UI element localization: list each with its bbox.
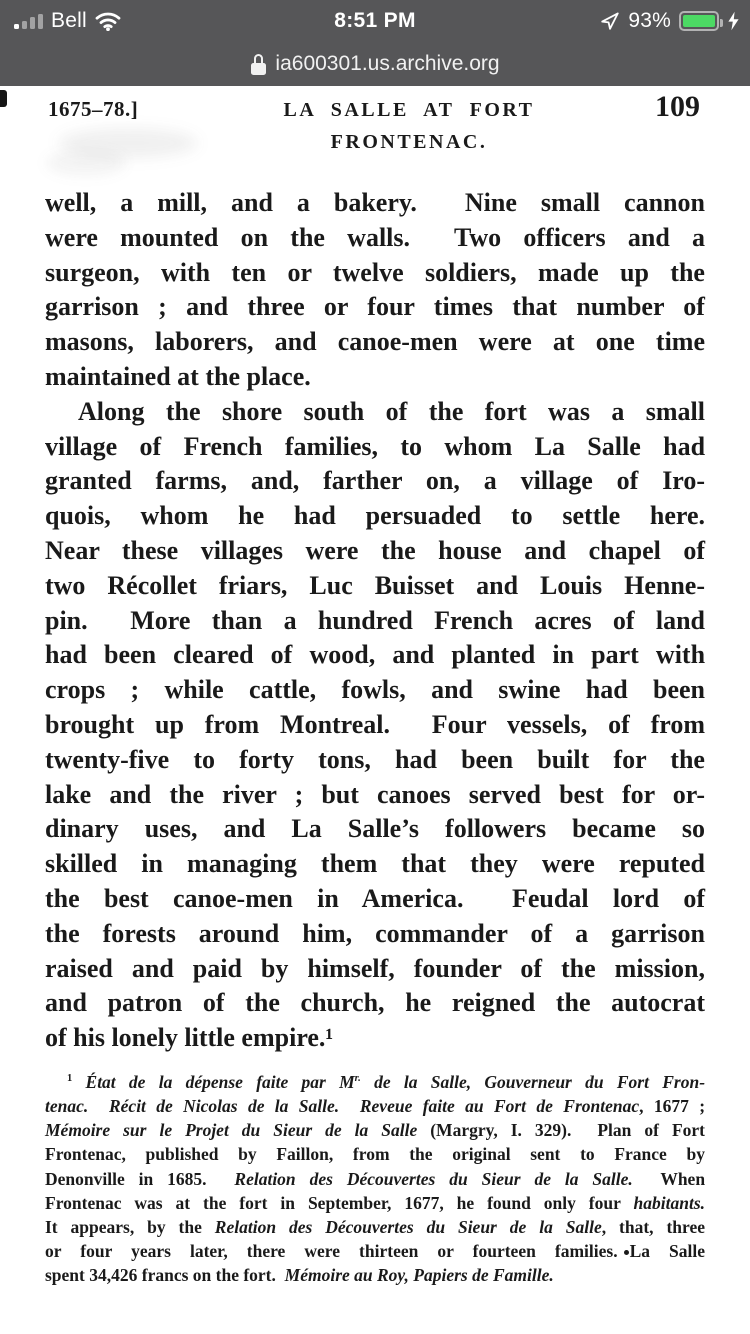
text-line: or four years later, there were thirteen or fourteen families. La Salle <box>45 1241 706 1262</box>
address-bar[interactable] <box>0 42 750 86</box>
location-arrow-icon <box>600 11 620 31</box>
footnote <box>45 1070 705 1288</box>
text-line: Denonville in 1685. Relation des Découvertes du Sieur de la Salle. When <box>45 1168 706 1189</box>
browser-top-chrome <box>0 0 750 86</box>
page-number: 109 <box>655 90 700 123</box>
text-line: and patron of the church, he reigned the autocrat <box>45 988 706 1018</box>
text-line: dinary uses, and La Salle’s followers became so <box>45 814 706 844</box>
text-line: twenty-five to forty tons, had been built for the <box>45 744 705 774</box>
text-line: skilled in managing them that they were reputed <box>45 849 706 879</box>
text-line: Near these villages were the house and chapel of <box>45 535 705 565</box>
status-bar <box>0 0 750 42</box>
text-line: masons, laborers, and canoe-men were at one time <box>45 327 706 357</box>
text-line: Frontenac was at the fort in September, 1677, he found only four habitants. <box>45 1192 706 1213</box>
text-line: were mounted on the walls. Two officers and a <box>45 222 706 252</box>
ink-blot-artifact <box>624 1250 629 1255</box>
scan-artifact-edge-mark <box>0 90 7 107</box>
text-line: maintained at the place. <box>45 361 311 391</box>
header-date-range: 1675–78.] <box>48 97 139 121</box>
body-text <box>45 186 705 1056</box>
text-line: raised and paid by himself, founder of the mission, <box>45 953 705 983</box>
text-line: $^1$ État de la dépense faite par $M^{r.}$ de la Salle, Gouverneur du Fort Fron- <box>67 1071 706 1092</box>
text-line: lake and the river ; but canoes served best for or- <box>45 779 706 809</box>
text-line: pin. More than a hundred French acres of land <box>45 605 706 635</box>
text-line: Along the shore south of the fort was a small <box>78 396 705 426</box>
text-line: the best canoe-men in America. Feudal lord of <box>45 883 706 913</box>
charging-bolt-icon <box>727 11 740 31</box>
text-line: It appears, by the Relation des Découvertes du Sieur de la Salle, that, three <box>45 1217 705 1238</box>
text-line: granted farms, and, farther on, a village of Iro- <box>45 466 706 496</box>
url-text: ia600301.us.archive.org <box>275 52 500 75</box>
scan-artifact-smudge <box>46 150 126 176</box>
carrier-label: Bell <box>51 9 87 32</box>
text-line: spent 34,426 francs on the fort. Mémoire au Roy, Papiers de Famille. <box>45 1265 554 1286</box>
clock: 8:51 PM <box>334 9 416 32</box>
text-line: two Récollet friars, Luc Buisset and Louis Henne- <box>45 570 705 600</box>
text-line: garrison ; and three or four times that number of <box>45 292 705 322</box>
text-line: brought up from Montreal. Four vessels, of from <box>45 709 705 739</box>
battery-icon <box>679 11 719 31</box>
text-line: well, a mill, and a bakery. Nine small cannon <box>45 188 705 217</box>
header-title: LA SALLE AT FORT FRONTENAC. <box>283 99 535 153</box>
text-line: surgeon, with ten or twelve soldiers, made up the <box>45 257 705 287</box>
lock-icon <box>250 54 266 75</box>
text-line: quois, whom he had persuaded to settle here. <box>45 501 705 531</box>
text-line: tenac. Récit de Nicolas de la Salle. Reveue faite au Fort de Frontenac, 1677 ; <box>45 1096 706 1117</box>
battery-fill <box>683 15 715 27</box>
scanned-book-page <box>0 86 750 1334</box>
status-bar-right <box>600 0 740 42</box>
text-line: had been cleared of wood, and planted in part with <box>45 640 706 670</box>
text-line: of his lonely little empire.¹ <box>45 1023 334 1053</box>
text-line: Frontenac, published by Faillon, from the original sent to France by <box>45 1144 705 1165</box>
text-line: the forests around him, commander of a garrison <box>45 918 705 948</box>
battery-percent-label: 93% <box>628 9 671 32</box>
text-line: Mémoire sur le Projet du Sieur de la Salle (Margry, I. 329). Plan of Fort <box>45 1120 705 1141</box>
text-line: village of French families, to whom La Salle had <box>45 431 706 461</box>
text-line: crops ; while cattle, fowls, and swine had been <box>45 675 705 705</box>
